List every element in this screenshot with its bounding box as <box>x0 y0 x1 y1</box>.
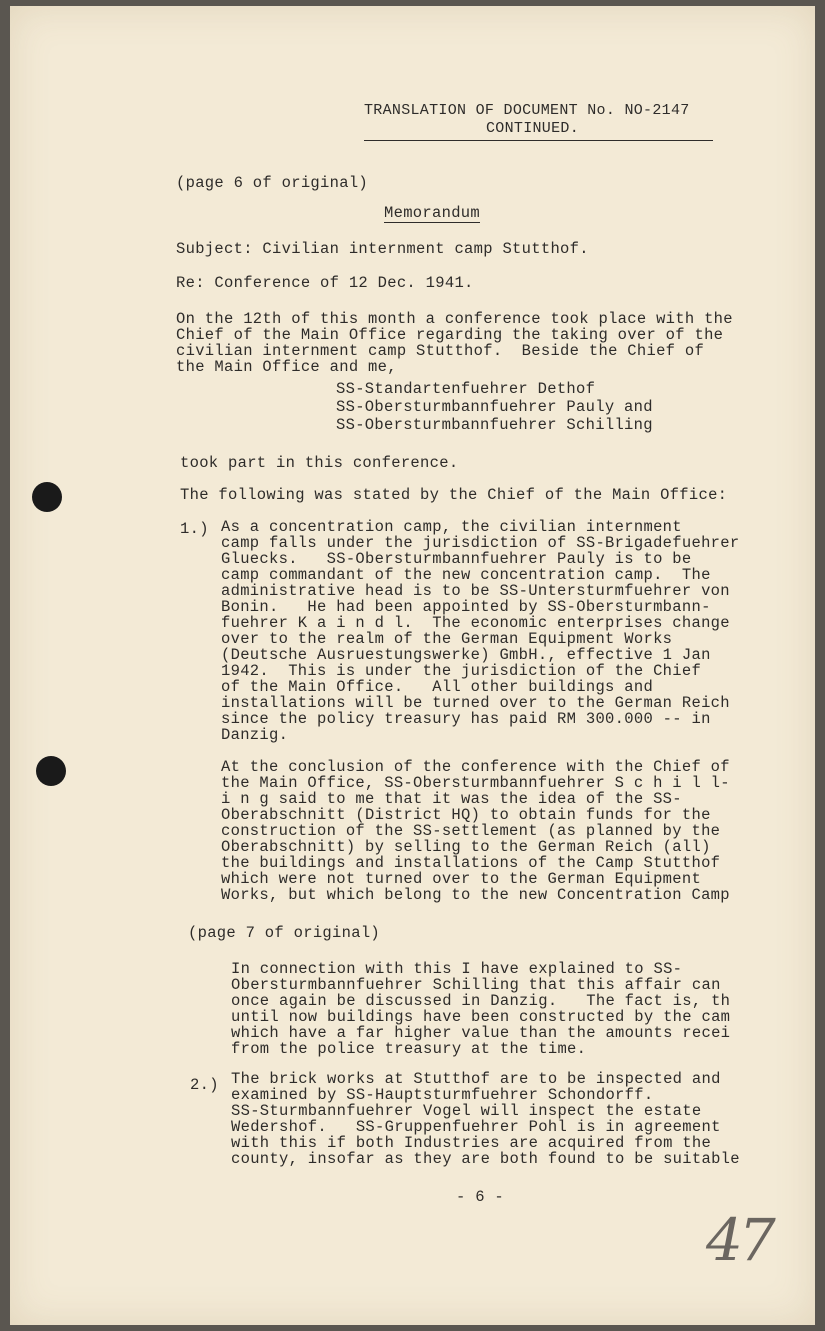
page-ref-7: (page 7 of original) <box>188 924 381 942</box>
attendee: SS-Obersturmbannfuehrer Pauly and <box>336 398 653 416</box>
re-line: Re: Conference of 12 Dec. 1941. <box>176 274 474 292</box>
header-underline <box>364 140 713 141</box>
header-title: TRANSLATION OF DOCUMENT No. NO-2147 <box>364 102 690 119</box>
header-continued: CONTINUED. <box>486 120 580 137</box>
stated-line: The following was stated by the Chief of the Main Office: <box>180 486 728 504</box>
subject-line: Subject: Civilian internment camp Stutthof. <box>176 240 589 258</box>
document-page: TRANSLATION OF DOCUMENT No. NO-2147 CONTINUED. (page 6 of original) Memorandum Subject: Civilian internment camp Stutthof. Re: Conference of 12 Dec. 1941. On the 12th of this month a conference took place with the Chief of the Main Office regarding the taking over of the civilian internment camp Stutthof. Beside the Chief of the Main Office and me, SS-Standartenfuehrer Dethof SS-Obersturmbannfuehrer Pauly and SS-Obersturmbannfuehrer Schilling took part in this conference. The following was stated by the Chief of the Main Office: 1.) As a concentration camp, the civilian internment camp falls under the jurisdiction of SS-Brigadefuehrer Gluecks. SS-Obersturmbannfuehrer Pauly is to be camp commandant of the new concentration camp. The administrative head is to be SS-Untersturmfuehrer von Bonin. He had been appointed by SS-Obersturmbann- fuehrer K a i n d l. The economic enterprises change over to the realm of the German Equipment Works (Deutsche Ausruestungswerke) GmbH., effective 1 Jan 1942. This is under the jurisdiction of the Chief of the Main Office. All other buildings and installations will be turned over to the German Reich since the policy treasury has paid RM 300.000 -- in Danzig. At the conclusion of the conference with the Chief of the Main Office, SS-Obersturmbannfuehrer S c h i l l- i n g said to me that it was the idea of the SS- Oberabschnitt (District HQ) to obtain funds for the construction of the SS-settlement (as planned by the Oberabschnitt) by selling to the German Reich (all) the buildings and installations of the Camp Stutthof which were not turned over to the German Equipment Works, but which belong to the new Concentration Camp (page 7 of original) In connection with this I have explained to SS- Obersturmbannfuehrer Schilling that this affair can once again be discussed in Danzig. The fact is, th until now buildings have been constructed by the cam which have a far higher value than the amounts recei from the police treasury at the time. 2.) The brick works at Stutthof are to be inspected and examined by SS-Hauptsturmfuehrer Schondorff. SS-Sturmbannfuehrer Vogel will inspect the estate Wedershof. SS-Gruppenfuehrer Pohl is in agreement with this if both Industries are acquired from the county, insofar as they are both found to be suitable - 6 - 47 <box>10 6 815 1325</box>
attendee: SS-Obersturmbannfuehrer Schilling <box>336 416 653 434</box>
punch-hole-top <box>32 482 62 512</box>
page-ref-6: (page 6 of original) <box>176 174 369 192</box>
page-number: - 6 - <box>456 1188 505 1206</box>
item-1-number: 1.) <box>180 520 209 538</box>
memo-title: Memorandum <box>384 204 481 222</box>
punch-hole-bottom <box>36 756 66 786</box>
attendee: SS-Standartenfuehrer Dethof <box>336 380 596 398</box>
item-2-number: 2.) <box>190 1076 219 1094</box>
took-part-line: took part in this conference. <box>180 454 459 472</box>
handwritten-page-number: 47 <box>706 1206 772 1274</box>
